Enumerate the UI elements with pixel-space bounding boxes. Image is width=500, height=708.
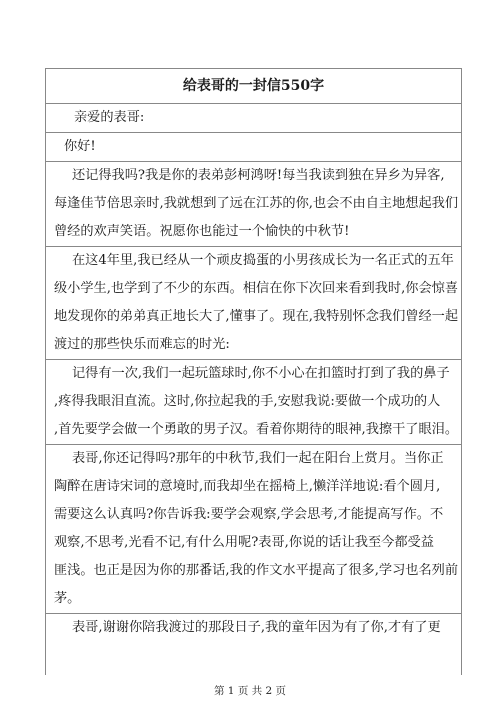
letter-table bbox=[45, 68, 462, 675]
paragraph-cell bbox=[46, 614, 461, 642]
text-line: 地发现你的弟弟真正地长大了,懂事了。现在,我特别怀念我们曾经一起 bbox=[54, 309, 459, 324]
text-line: 茅。 bbox=[54, 591, 81, 606]
text-line: 亲爱的表哥: bbox=[74, 110, 145, 125]
text-line: 观察,不思考,光看不记,有什么用呢?表哥,你说的话让我至今都受益 bbox=[54, 535, 434, 550]
greeting-cell bbox=[46, 133, 461, 162]
text-line: 陶醉在唐诗宋词的意境时,而我却坐在摇椅上,懒洋洋地说:看个圆月, bbox=[54, 479, 441, 494]
text-line: 你好! bbox=[64, 139, 96, 154]
text-line: 在这4年里,我已经从一个顽皮捣蛋的小男孩成长为一名正式的五年 bbox=[72, 253, 454, 268]
text-line: 渡过的那些快乐而难忘的时光: bbox=[54, 337, 230, 352]
text-line: 曾经的欢声笑语。祝愿你也能过一个愉快的中秋节! bbox=[54, 224, 350, 239]
text-line: 匪浅。也正是因为你的那番话,我的作文水平提高了很多,学习也名列前 bbox=[54, 563, 459, 578]
text-line: ,疼得我眼泪直流。这时,你拉起我的手,安慰我说:要做一个成功的人 bbox=[54, 394, 441, 409]
text-line: 表哥,你还记得吗?那年的中秋节,我们一起在阳台上赏月。当你正 bbox=[72, 451, 444, 466]
text-line: 还记得我吗?我是你的表弟彭柯鸿呀!每当我读到独在异乡为异客, bbox=[72, 168, 445, 183]
text-line: 表哥,谢谢你陪我渡过的那段日子,我的童年因为有了你,才有了更 bbox=[72, 620, 441, 635]
page-footer: 第 1 页 共 2 页 bbox=[213, 685, 287, 697]
paragraph-cell bbox=[46, 445, 461, 614]
salutation-cell bbox=[46, 104, 461, 133]
paragraph-cell bbox=[46, 360, 461, 445]
text-line: 级小学生,也学到了不少的东西。相信在你下次回来看到我时,你会惊喜 bbox=[54, 281, 459, 296]
text-line: 每逢佳节倍思亲时,我就想到了远在江苏的你,也会不由自主地想起我们 bbox=[54, 196, 459, 211]
paragraph-cell bbox=[46, 162, 461, 247]
document-title: 给表哥的一封信550字 bbox=[46, 69, 461, 104]
text-line: 需要这么认真吗?你告诉我:要学会观察,学会思考,才能提高写作。不 bbox=[54, 507, 444, 522]
text-line: ,首先要学会做一个勇敢的男子汉。看着你期待的眼神,我擦干了眼泪。 bbox=[54, 422, 459, 437]
text-line: 记得有一次,我们一起玩篮球时,你不小心在扣篮时打到了我的鼻子 bbox=[72, 366, 450, 381]
paragraph-cell bbox=[46, 247, 461, 360]
